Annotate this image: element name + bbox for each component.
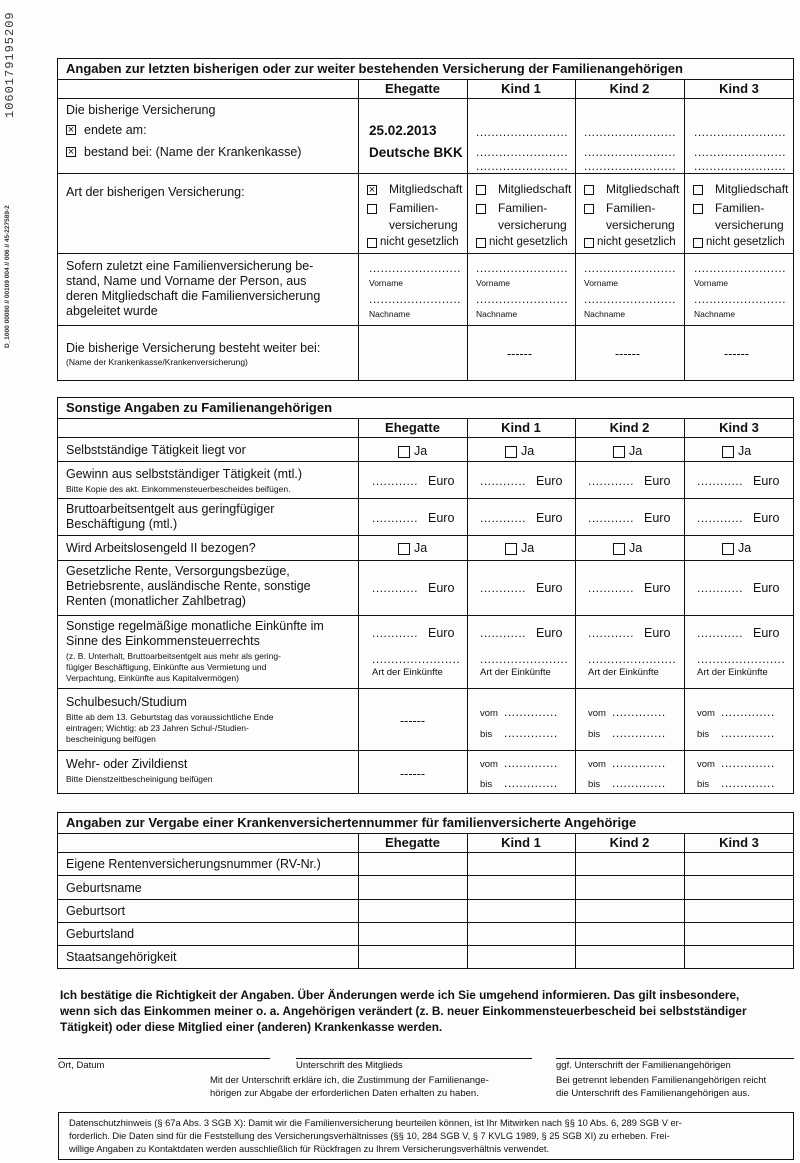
family-signature-label: ggf. Unterschrift der Familienangehörigen: [556, 1060, 731, 1071]
col-head-ehegatte: Ehegatte: [358, 833, 467, 853]
first-name-label: Vorname: [694, 278, 729, 288]
pension-label-3: Renten (monatlicher Zahlbetrag): [66, 594, 246, 608]
kind3-member-checkbox[interactable]: [693, 185, 703, 195]
last-name-label: Nachname: [694, 309, 736, 319]
euro-label: Euro: [428, 581, 455, 595]
kind1-member-checkbox[interactable]: [476, 185, 486, 195]
confirmation-text-2: wenn sich das Einkommen meiner o. a. Angehörigen verändert (z. B. neuer Einkommensteuerbescheid bei selbstständiger: [60, 1004, 747, 1018]
first-name-label: Vorname: [584, 278, 619, 288]
other-income-label: Sonstige regelmäßige monatliche Einkünfte im: [66, 619, 324, 633]
place-date-label: Ort, Datum: [58, 1060, 105, 1071]
minor-job-label-2: Beschäftigung (mtl.): [66, 517, 178, 531]
yes-label: Ja: [414, 541, 428, 555]
other-income-label-2: Sinne des Einkommensteuerrechts: [66, 634, 260, 648]
barcode-number: 1060179195209: [3, 11, 17, 118]
section-other-info: Sonstige Angaben zu Familienangehörigen Ehegatte Kind 1 Kind 2 Kind 3 Selbstständige Tätigkeit liegt vor Ja Ja Ja Ja Gewinn aus selbstständiger Tätigkeit (mtl.) Bitte Kopie des akt. Einkommensteuerbescheides beifügen. ............ Euro ............ Euro ............ Euro ............ Euro Bruttoarbeitsentgelt aus geringfügiger Beschäftigung (mtl.) ............ Euro ............ Euro ............ Euro ............ Euro Wird Arbeitslosengeld II bezogen? Ja Ja Ja Ja Gesetzliche Rente, Versorgungsbezüge, Betriebsrente, ausländische Rente, sonstige Renten (monatlicher Zahlbetrag) ............ Euro ............ Euro ............ Euro ............ Euro Sonstige regelmäßige monatliche Einkünfte im Sinne des Einkommensteuerrechts (z. B. Unterhalt, Bruttoarbeitsentgelt aus mehr als gering- fügiger Beschäftigung, Einkünfte aus Vermietung und Verpachtung, Einkünfte aus Kapitalvermögen) ............ Euro ....................... Art der Einkünfte ............ Euro ....................... Art der Einkünfte ............ Euro ....................... Art der Einkünfte ............ Euro ....................... Art der Einkünfte Schulbesuch/Studium Bitte ab dem 13. Geburtstag das voraussichtliche Ende eintragen; Wichtig: ab 23 Jahren Schul-/Studien- bescheinigung beifügen ------ vom .............. bis .............. vom .............. bis .............. vom .............. bis .............. Wehr- oder Zivildienst Bitte Dienstzeitbescheinigung beifügen ------ vom .............. bis .............. vom .............. bis .............. vom .............. bis ..............: [57, 397, 794, 794]
form-code: D_1000 00080 // 00109 004 // 006 // 45-227589-2: [4, 205, 11, 348]
ehegatte-notstat-checkbox[interactable]: [367, 238, 377, 248]
kind3-notstat-checkbox[interactable]: [693, 238, 703, 248]
kind1-continues-dash: ------: [507, 347, 532, 361]
from-label: vom: [588, 708, 606, 719]
school-sub-3: bescheinigung beifügen: [66, 734, 156, 744]
euro-label: Euro: [753, 511, 780, 525]
opt-family: Familien-: [606, 201, 656, 215]
euro-label: Euro: [753, 626, 780, 640]
other-income-sub-3: Verpachtung, Einkünfte aus Kapitalvermögen): [66, 673, 239, 683]
privacy-notice-2: forderlich. Die Daten sind für die Feststellung des Versicherungsverhältnisses (§§ 10, 284 SGB V, § 7 KVLG 1989, § 25 SGB XI) zu erheben. Frei-: [69, 1131, 670, 1141]
euro-label: Euro: [644, 581, 671, 595]
minor-job-label: Bruttoarbeitsentgelt aus geringfügiger: [66, 502, 275, 516]
first-name-label: Vorname: [476, 278, 511, 288]
school-sub-2: eintragen; Wichtig: ab 23 Jahren Schul-/Studien-: [66, 723, 249, 733]
from-label: vom: [480, 708, 498, 719]
opt-family: Familien-: [389, 201, 439, 215]
to-label: bis: [480, 729, 493, 740]
from-label: vom: [588, 759, 606, 770]
opt-family: Familien-: [498, 201, 548, 215]
to-label: bis: [697, 729, 710, 740]
yes-label: Ja: [521, 444, 535, 458]
ended-checkbox[interactable]: ×: [67, 124, 75, 136]
opt-family-2: versicherung: [715, 218, 784, 232]
opt-member: Mitgliedschaft: [606, 182, 680, 196]
nationality-label: Staatsangehörigkeit: [66, 950, 177, 964]
school-sub: Bitte ab dem 13. Geburtstag das voraussichtliche Ende: [66, 712, 274, 722]
kind1-family-checkbox[interactable]: [476, 204, 486, 214]
ehegatte-member-checkbox[interactable]: ×: [368, 184, 376, 196]
income-type-label: Art der Einkünfte: [588, 667, 659, 678]
opt-not-statutory: nicht gesetzlich: [706, 236, 785, 248]
ehegatte-selfemp-checkbox[interactable]: [398, 446, 410, 458]
euro-label: Euro: [644, 511, 671, 525]
from-label: vom: [697, 759, 715, 770]
to-label: bis: [697, 779, 710, 790]
member-signature-note: Mit der Unterschrift erkläre ich, die Zustimmung der Familienange-: [210, 1075, 489, 1086]
continues-label: Die bisherige Versicherung besteht weiter bei:: [66, 341, 321, 355]
opt-family-2: versicherung: [606, 218, 675, 232]
birth-name-label: Geburtsname: [66, 881, 142, 895]
family-ins-label: Sofern zuletzt eine Familienversicherung be-: [66, 259, 314, 273]
income-type-label: Art der Einkünfte: [697, 667, 768, 678]
euro-label: Euro: [428, 626, 455, 640]
kind1-selfemp-checkbox[interactable]: [505, 446, 517, 458]
kind3-family-checkbox[interactable]: [693, 204, 703, 214]
insurance-type-label: Art der bisherigen Versicherung:: [66, 185, 245, 199]
kind2-selfemp-checkbox[interactable]: [613, 446, 625, 458]
profit-label: Gewinn aus selbstständiger Tätigkeit (mtl.): [66, 467, 302, 481]
ended-label: endete am:: [84, 123, 147, 137]
self-employed-label: Selbstständige Tätigkeit liegt vor: [66, 443, 246, 457]
euro-label: Euro: [536, 626, 563, 640]
continues-sublabel: (Name der Krankenkasse/Krankenversicherung): [66, 357, 248, 367]
family-signature-note: Bei getrennt lebenden Familienangehörigen reicht: [556, 1075, 767, 1086]
profit-sublabel: Bitte Kopie des akt. Einkommensteuerbescheides beifügen.: [66, 484, 291, 494]
yes-label: Ja: [629, 541, 643, 555]
ehegatte-alg2-checkbox[interactable]: [398, 543, 410, 555]
privacy-notice-box: [58, 1112, 794, 1160]
euro-label: Euro: [753, 581, 780, 595]
birth-place-label: Geburtsort: [66, 904, 126, 918]
opt-not-statutory: nicht gesetzlich: [597, 236, 676, 248]
ehegatte-school-dash: ------: [400, 714, 425, 728]
col-head-kind2: Kind 2: [575, 79, 684, 99]
kind3-alg2-checkbox[interactable]: [722, 543, 734, 555]
income-type-label: Art der Einkünfte: [480, 667, 551, 678]
birth-country-label: Geburtsland: [66, 927, 135, 941]
to-label: bis: [588, 729, 601, 740]
pension-label-2: Betriebsrente, ausländische Rente, sonstige: [66, 579, 311, 593]
existed-label: bestand bei: (Name der Krankenkasse): [84, 145, 302, 159]
section-title: Angaben zur letzten bisherigen oder zur weiter bestehenden Versicherung der Familienangehörigen: [58, 59, 793, 80]
euro-label: Euro: [428, 474, 455, 488]
income-type-label: Art der Einkünfte: [372, 667, 443, 678]
last-name-label: Nachname: [584, 309, 626, 319]
kind3-continues-dash: ------: [724, 347, 749, 361]
yes-label: Ja: [738, 444, 752, 458]
opt-family-2: versicherung: [498, 218, 567, 232]
privacy-notice: Datenschutzhinweis (§ 67a Abs. 3 SGB X): Damit wir die Familienversicherung beurteilen können, ist Ihr Mitwirken nach §§ 10 Abs. 6, 289 SGB V er-: [69, 1118, 682, 1128]
col-head-kind1: Kind 1: [467, 833, 575, 853]
kind1-alg2-checkbox[interactable]: [505, 543, 517, 555]
rv-number-label: Eigene Rentenversicherungsnummer (RV-Nr.): [66, 857, 321, 871]
family-ins-label-3: deren Mitgliedschaft die Familienversicherung: [66, 289, 321, 303]
to-label: bis: [588, 779, 601, 790]
other-income-sub: (z. B. Unterhalt, Bruttoarbeitsentgelt aus mehr als gering-: [66, 651, 281, 661]
euro-label: Euro: [536, 581, 563, 595]
kind2-notstat-checkbox[interactable]: [584, 238, 594, 248]
yes-label: Ja: [414, 444, 428, 458]
alg2-label: Wird Arbeitslosengeld II bezogen?: [66, 541, 256, 555]
col-head-kind3: Kind 3: [684, 833, 794, 853]
family-ins-label-2: stand, Name und Vorname der Person, aus: [66, 274, 307, 288]
kind1-notstat-checkbox[interactable]: [476, 238, 486, 248]
ehegatte-end-date[interactable]: 25.02.2013: [369, 123, 437, 138]
last-name-label: Nachname: [369, 309, 411, 319]
first-name-label: Vorname: [369, 278, 404, 288]
pension-label: Gesetzliche Rente, Versorgungsbezüge,: [66, 564, 290, 578]
col-head-ehegatte: Ehegatte: [358, 418, 467, 438]
col-head-kind3: Kind 3: [684, 79, 794, 99]
opt-not-statutory: nicht gesetzlich: [380, 236, 459, 248]
col-head-kind3: Kind 3: [684, 418, 794, 438]
existed-checkbox[interactable]: ×: [67, 146, 75, 158]
col-head-kind1: Kind 1: [467, 418, 575, 438]
service-sub: Bitte Dienstzeitbescheinigung beifügen: [66, 774, 213, 784]
last-name-label: Nachname: [476, 309, 518, 319]
yes-label: Ja: [521, 541, 535, 555]
yes-label: Ja: [629, 444, 643, 458]
opt-member: Mitgliedschaft: [498, 182, 572, 196]
prev-insurance-label: Die bisherige Versicherung: [66, 103, 216, 117]
col-head-ehegatte: Ehegatte: [358, 79, 467, 99]
euro-label: Euro: [753, 474, 780, 488]
kind2-alg2-checkbox[interactable]: [613, 543, 625, 555]
section-title: Sonstige Angaben zu Familienangehörigen: [58, 398, 793, 419]
ehegatte-service-dash: ------: [400, 767, 425, 781]
euro-label: Euro: [644, 474, 671, 488]
opt-family: Familien-: [715, 201, 765, 215]
kind2-continues-dash: ------: [615, 347, 640, 361]
yes-label: Ja: [738, 541, 752, 555]
family-signature-note-2: die Unterschrift des Familienangehörigen aus.: [556, 1088, 750, 1099]
euro-label: Euro: [644, 626, 671, 640]
col-head-kind1: Kind 1: [467, 79, 575, 99]
family-ins-label-4: abgeleitet wurde: [66, 304, 158, 318]
ehegatte-insurer[interactable]: Deutsche BKK: [369, 145, 463, 160]
service-label: Wehr- oder Zivildienst: [66, 757, 188, 771]
kind2-member-checkbox[interactable]: [584, 185, 594, 195]
to-label: bis: [480, 779, 493, 790]
ehegatte-family-checkbox[interactable]: [367, 204, 377, 214]
from-label: vom: [697, 708, 715, 719]
kind3-selfemp-checkbox[interactable]: [722, 446, 734, 458]
section-insurance-number: [57, 812, 794, 969]
euro-label: Euro: [428, 511, 455, 525]
member-signature-label: Unterschrift des Mitglieds: [296, 1060, 403, 1071]
opt-not-statutory: nicht gesetzlich: [489, 236, 568, 248]
section-previous-insurance: Angaben zur letzten bisherigen oder zur weiter bestehenden Versicherung der Familienangehörigen Ehegatte Kind 1 Kind 2 Kind 3 Die bisherige Versicherung × endete am: × bestand bei: (Name der Krankenkasse) 25.02.2013 Deutsche BKK ........................ ........................ ........................ ........................ ........................ ........................ ........................ ........................ ........................ Art der bisherigen Versicherung: × Mitgliedschaft Familien- versicherung nicht gesetzlich Mitgliedschaft Familien- versicherung nicht gesetzlich Mitgliedschaft Familien- versicherung nicht gesetzlich Mitgliedschaft Familien- versicherung nicht gesetzlich Sofern zuletzt eine Familienversicherung be- stand, Name und Vorname der Person, aus deren Mitgliedschaft die Familienversicherung abgeleitet wurde ........................ Vorname ........................ Nachname ........................ Vorname ........................ Nachname ........................ Vorname ........................ Nachname ........................ Vorname ........................ Nachname Die bisherige Versicherung besteht weiter bei: (Name der Krankenkasse/Krankenversicherung) ------ ------ ------: [57, 58, 794, 381]
euro-label: Euro: [536, 474, 563, 488]
col-head-kind2: Kind 2: [575, 418, 684, 438]
opt-member: Mitgliedschaft: [715, 182, 789, 196]
kind2-family-checkbox[interactable]: [584, 204, 594, 214]
other-income-sub-2: fügiger Beschäftigung, Einkünfte aus Vermietung und: [66, 662, 267, 672]
member-signature-note-2: hörigen zur Abgabe der erforderlichen Daten erhalten zu haben.: [210, 1088, 479, 1099]
section-title: Angaben zur Vergabe einer Krankenversichertennummer für familienversicherte Angehörige: [58, 813, 793, 834]
opt-member: Mitgliedschaft: [389, 182, 463, 196]
col-head-kind2: Kind 2: [575, 833, 684, 853]
euro-label: Euro: [536, 511, 563, 525]
school-label: Schulbesuch/Studium: [66, 695, 187, 709]
opt-family-2: versicherung: [389, 218, 458, 232]
confirmation-text: Ich bestätige die Richtigkeit der Angaben. Über Änderungen werde ich Sie umgehend informieren. Das gilt insbesondere,: [60, 988, 740, 1002]
privacy-notice-3: willige Angaben zu Kontaktdaten werden ausschließlich für Rückfragen zu Ihrem Versicherungsverhältnis verwendet.: [69, 1144, 550, 1154]
from-label: vom: [480, 759, 498, 770]
confirmation-text-3: Tätigkeit) oder diese Mitglied einer (anderen) Krankenkasse werden.: [60, 1020, 443, 1034]
